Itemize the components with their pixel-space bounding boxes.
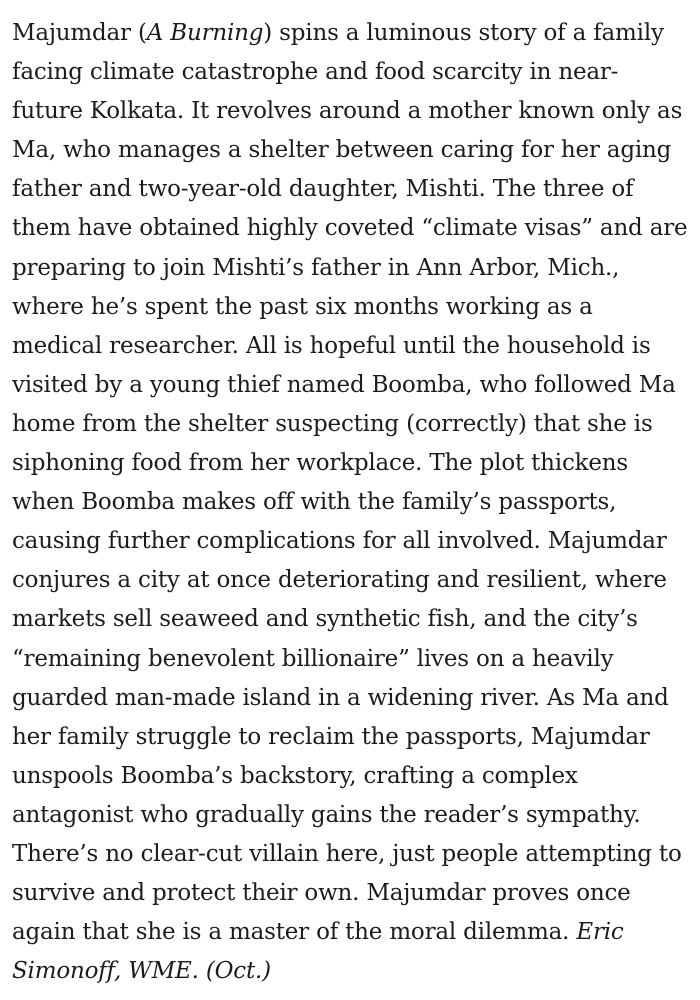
author-name: Majumdar <box>12 20 131 46</box>
prior-book-title: A Burning <box>146 20 264 46</box>
agent-credit: Eric Simonoff, WME. (Oct.) <box>12 919 624 985</box>
open-paren: ( <box>130 20 147 46</box>
review-body: ) spins a luminous story of a family facing climate catastrophe and food scarcity in near-future Kolkata. It revolves around a mother known only as Ma, who manages a shelter between caring for her aging father and two-year-old daughter, Mishti. The three of them have obtained highly coveted “climate visas” and are preparing to join Mishti’s father in Ann Arbor, Mich., where he’s spent the past six months working as a medical researcher. All is hopeful until the household is visited by a young thief named Boomba, who followed Ma home from the shelter suspecting (correctly) that she is siphoning food from her workplace. The plot thickens when Boomba makes off with the family’s passports, causing further complications for all involved. Majumdar conjures a city at once deteriorating and resilient, where markets sell seaweed and synthetic fish, and the city’s “remaining benevolent billionaire” lives on a heavily guarded man-made island in a widening river. As Ma and her family struggle to reclaim the passports, Majumdar unspools Boomba’s backstory, crafting a complex antagonist who gradually gains the reader’s sympathy. There’s no clear-cut villain here, just people attempting to survive and protect their own. Majumdar proves once again that she is a master of the moral dilemma. <box>12 20 688 946</box>
